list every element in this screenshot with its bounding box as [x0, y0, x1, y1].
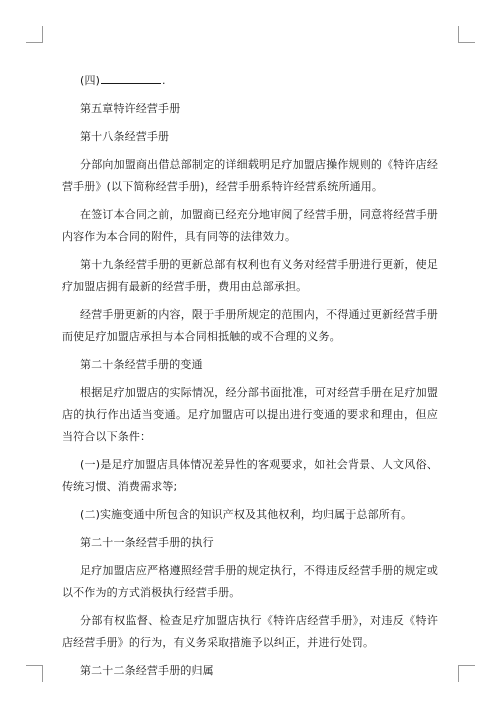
- crop-mark-bottom-left: [26, 665, 43, 682]
- item-4-prefix: (四): [80, 74, 101, 87]
- item-4-suffix: .: [162, 74, 166, 87]
- crop-mark-top-right: [458, 26, 475, 43]
- article-22-title: 第二十二条经营手册的归属: [80, 664, 214, 677]
- article-21-paragraph-1: 足疗加盟店应严格遵照经营手册的规定执行，不得违反经营手册的规定或以不作为的方式消极执行经营手册。: [62, 564, 438, 599]
- chapter-5-title: 第五章特许经营手册: [80, 102, 181, 115]
- crop-mark-top-left: [26, 26, 43, 43]
- article-21-title: 第二十一条经营手册的执行: [80, 536, 214, 549]
- document-body: [62, 70, 438, 688]
- article-21-paragraph-2: 分部有权监督、检查足疗加盟店执行《特许店经营手册》，对违反《特许店经营手册》的行为，有义务采取措施予以纠正，并进行处罚。: [62, 614, 438, 649]
- article-20-title: 第二十条经营手册的变通: [80, 358, 203, 371]
- article-19-paragraph-1: 第十九条经营手册的更新总部有权利也有义务对经营手册进行更新，使足疗加盟店拥有最新的经营手册，费用由总部承担。: [62, 258, 438, 293]
- article-18-paragraph-2: 在签订本合同之前，加盟商已经充分地审阅了经营手册，同意将经营手册内容作为本合同的附件，具有同等的法律效力。: [62, 208, 438, 243]
- item-4-line: [62, 70, 438, 92]
- article-20-item-2: (二)实施变通中所包含的知识产权及其他权利，均归属于总部所有。: [80, 508, 413, 521]
- article-19-paragraph-2: 经营手册更新的内容，限于手册所规定的范围内，不得通过更新经营手册而使足疗加盟店承担与本合同相抵触的或不合理的义务。: [62, 308, 438, 343]
- article-18-paragraph-1: 分部向加盟商出借总部制定的详细载明足疗加盟店操作规则的《特许店经营手册》(以下简称经营手册)，经营手册系特许经营系统所通用。: [62, 158, 438, 193]
- article-18-title: 第十八条经营手册: [80, 130, 170, 143]
- article-20-paragraph-1: 根据足疗加盟店的实际情况，经分部书面批准，可对经营手册在足疗加盟店的执行作出适当变通。足疗加盟店可以提出进行变通的要求和理由，但应当符合以下条件：: [62, 386, 438, 443]
- crop-mark-bottom-right: [458, 665, 475, 682]
- article-20-item-1: (一)是足疗加盟店具体情况差异性的客观要求，如社会背景、人文风俗、传统习惯、消费需求等;: [62, 458, 438, 493]
- fill-in-blank: [101, 71, 161, 84]
